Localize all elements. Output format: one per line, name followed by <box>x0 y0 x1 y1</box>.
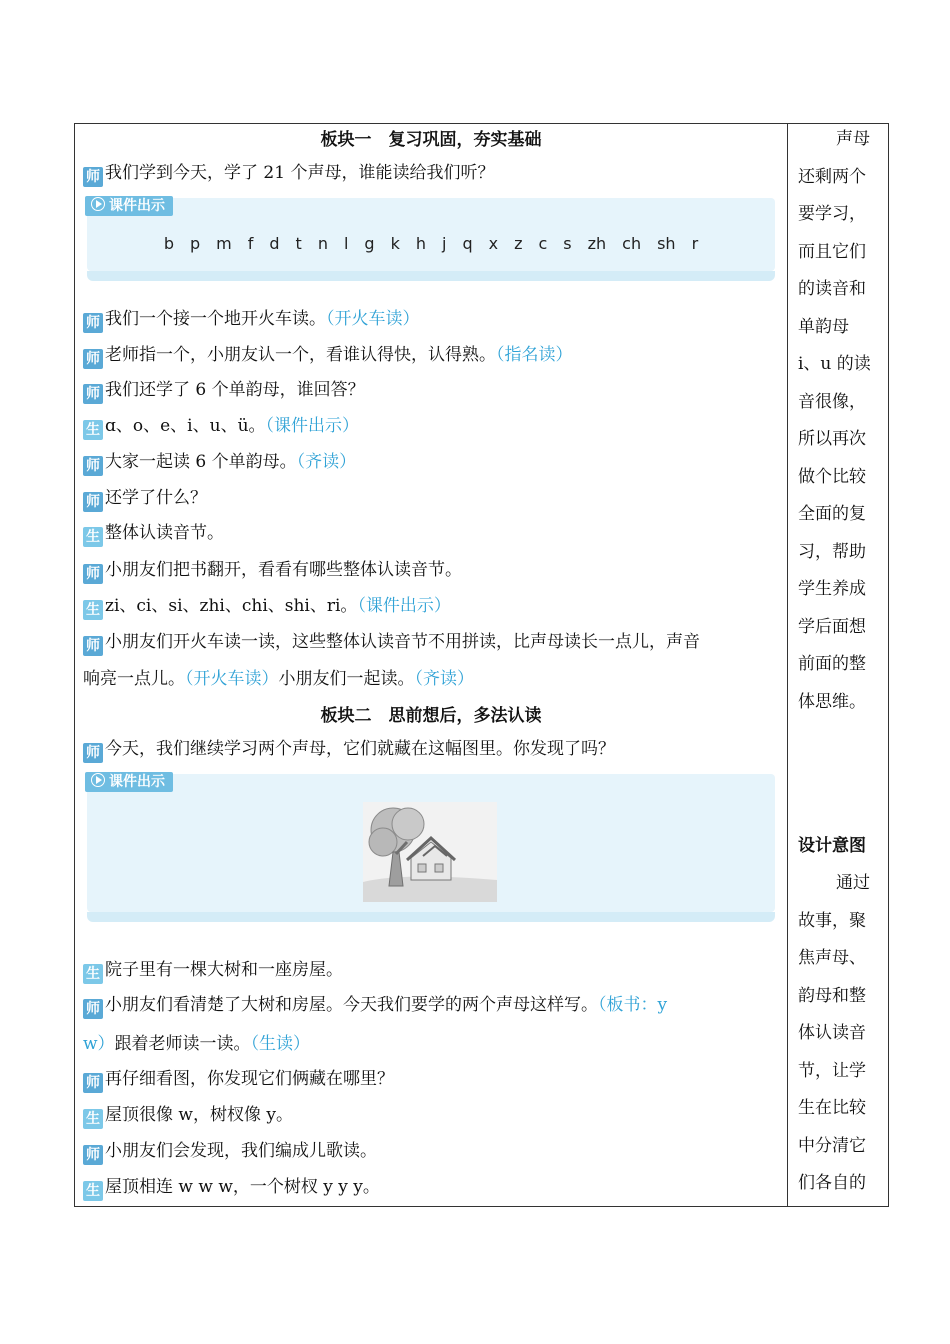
initial-letter: b <box>163 234 174 253</box>
teacher-tag: 师 <box>83 564 103 584</box>
side-note-line: 音很像， <box>798 391 866 412</box>
side-note-line: 节，让学 <box>798 1060 866 1081</box>
initial-letter: sh <box>657 234 676 253</box>
dialogue-line: 生 屋顶相连 w w w，一个树杈 y y y。 <box>83 1175 779 1201</box>
side-note-line: 所以再次 <box>798 429 866 449</box>
side-note-line: 还剩两个 <box>798 166 866 187</box>
initial-letter: g <box>364 234 375 253</box>
dialogue-line: 师 我们学到今天，学了 21 个声母，谁能读给我们听？ <box>83 161 779 187</box>
dialogue-line: 师 再仔细看图，你发现它们俩藏在哪里？ <box>83 1067 779 1093</box>
side-note-line: 韵母和整 <box>798 985 866 1006</box>
dialogue-line: 师 小朋友们开火车读一读，这些整体认读音节不用拼读，比声母读长一点儿，声音 <box>83 630 779 656</box>
side-note-line: 习，帮助 <box>798 541 866 562</box>
initial-letter: q <box>462 234 473 253</box>
student-tag: 生 <box>83 1181 103 1201</box>
teacher-tag: 师 <box>83 492 103 512</box>
courseware-panel-picture <box>87 774 775 912</box>
initial-letter: h <box>415 234 426 253</box>
teacher-tag: 师 <box>83 384 103 404</box>
dialogue-line: 生 zi、ci、si、zhi、chi、shi、ri。（课件出示） <box>83 594 779 620</box>
teacher-tag: 师 <box>83 1073 103 1093</box>
initial-letter: z <box>514 234 523 253</box>
panel-shadow <box>87 271 775 281</box>
courseware-panel-initials <box>87 198 775 271</box>
design-intent-heading: 设计意图 <box>798 836 866 856</box>
initial-letter: c <box>538 234 548 253</box>
side-note-line: i、u 的读 <box>798 354 871 374</box>
side-note-line: 要学习， <box>798 204 866 224</box>
section1-title: 板块一 复习巩固，夯实基础 <box>320 130 542 150</box>
dialogue-line: 师 还学了什么？ <box>83 486 779 512</box>
side-note-line: 单韵母 <box>798 316 849 337</box>
side-note-line: 体思维。 <box>798 691 866 712</box>
courseware-label: 课件出示 <box>85 196 173 216</box>
tree-and-house-image <box>363 802 497 902</box>
dialogue-line: 师 今天，我们继续学习两个声母，它们就藏在这幅图里。你发现了吗？ <box>83 737 779 763</box>
play-icon <box>91 197 105 211</box>
teacher-tag: 师 <box>83 313 103 333</box>
initial-letter: zh <box>587 234 607 253</box>
initial-letter: d <box>269 234 280 253</box>
teacher-tag: 师 <box>83 1145 103 1165</box>
side-note-line: 们各自的 <box>798 1173 866 1193</box>
teacher-tag: 师 <box>83 167 103 187</box>
teacher-tag: 师 <box>83 349 103 369</box>
section2-title: 板块二 思前想后，多法认读 <box>320 706 542 726</box>
student-tag: 生 <box>83 964 103 984</box>
initial-letter: t <box>295 234 302 253</box>
initial-letter: j <box>441 234 447 253</box>
play-icon <box>91 773 105 787</box>
initial-letter: s <box>563 234 572 253</box>
initial-letter: k <box>390 234 400 253</box>
dialogue-line: 师 小朋友们把书翻开，看看有哪些整体认读音节。 <box>83 558 779 584</box>
panel-shadow <box>87 912 775 922</box>
lesson-table <box>74 123 889 1207</box>
initial-letter: f <box>247 234 254 253</box>
initial-letter: n <box>317 234 328 253</box>
initial-letter: x <box>488 234 499 253</box>
initial-letter: ch <box>622 234 642 253</box>
teacher-tag: 师 <box>83 636 103 656</box>
side-note-line: 的读音和 <box>798 279 866 299</box>
side-note-line: 做个比较 <box>798 466 866 487</box>
initial-letter: m <box>216 234 232 253</box>
dialogue-line-cont: 响亮一点儿。（开火车读）小朋友们一起读。（齐读） <box>83 669 474 689</box>
teacher-tag: 师 <box>83 456 103 476</box>
dialogue-line: 师 老师指一个，小朋友认一个，看谁认得快，认得熟。（指名读） <box>83 343 779 369</box>
side-note-line: 故事，聚 <box>798 910 866 931</box>
initials-list <box>87 234 775 253</box>
initial-letter: p <box>190 234 201 253</box>
dialogue-line: 生 整体认读音节。 <box>83 521 779 547</box>
dialogue-line: 师 我们还学了 6 个单韵母，谁回答？ <box>83 378 779 404</box>
side-note-line: 前面的整 <box>798 654 866 674</box>
dialogue-line: 生 院子里有一棵大树和一座房屋。 <box>83 958 779 984</box>
column-divider <box>787 124 788 1206</box>
side-note-line: 生在比较 <box>798 1098 866 1118</box>
student-tag: 生 <box>83 527 103 547</box>
dialogue-line: 师 小朋友们看清楚了大树和房屋。今天我们要学的两个声母这样写。（板书：y <box>83 993 779 1019</box>
dialogue-line: 师 大家一起读 6 个单韵母。（齐读） <box>83 450 779 476</box>
side-note-line: 学后面想 <box>798 616 866 637</box>
student-tag: 生 <box>83 420 103 440</box>
dialogue-line: 生 ɑ、o、e、i、u、ü。（课件出示） <box>83 414 779 440</box>
side-note-line: 声母 <box>836 129 870 149</box>
side-note-line: 焦声母、 <box>798 948 866 968</box>
teacher-tag: 师 <box>83 999 103 1019</box>
side-note-line: 体认读音 <box>798 1023 866 1043</box>
side-note-line: 通过 <box>836 873 870 893</box>
side-note-line: 中分清它 <box>798 1135 866 1156</box>
side-note-line: 而且它们 <box>798 241 866 262</box>
dialogue-line: 师 小朋友们会发现，我们编成儿歌读。 <box>83 1139 779 1165</box>
side-note-line: 全面的复 <box>798 504 866 524</box>
student-tag: 生 <box>83 1109 103 1129</box>
dialogue-line: 师 我们一个接一个地开火车读。（开火车读） <box>83 307 779 333</box>
teacher-tag: 师 <box>83 743 103 763</box>
initial-letter: r <box>691 234 699 253</box>
initial-letter: l <box>343 234 349 253</box>
student-tag: 生 <box>83 600 103 620</box>
dialogue-line: 生 屋顶很像 w，树杈像 y。 <box>83 1103 779 1129</box>
side-note-line: 学生养成 <box>798 579 866 599</box>
dialogue-line-cont: w）跟着老师读一读。（生读） <box>83 1034 311 1054</box>
courseware-label: 课件出示 <box>85 772 173 792</box>
